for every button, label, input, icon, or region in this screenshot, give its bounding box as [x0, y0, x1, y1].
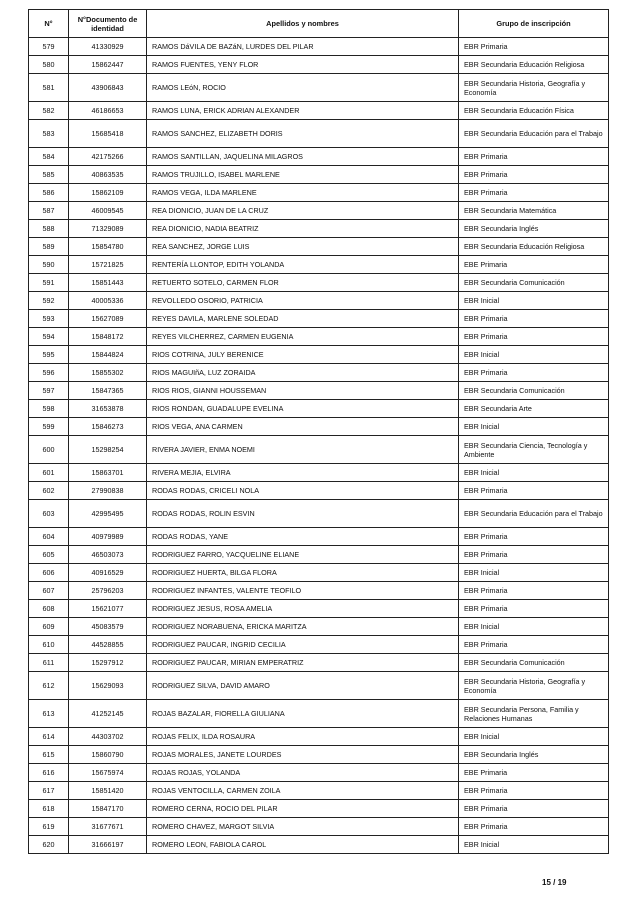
cell-group: EBR Secundaria Educación Física — [459, 102, 609, 120]
cell-document-id: 71329089 — [69, 220, 147, 238]
cell-number: 605 — [29, 546, 69, 564]
cell-group: EBR Secundaria Ciencia, Tecnología y Ambiente — [459, 436, 609, 464]
cell-number: 589 — [29, 238, 69, 256]
cell-number: 603 — [29, 500, 69, 528]
cell-group: EBR Primaria — [459, 482, 609, 500]
cell-group: EBR Secundaria Historia, Geografía y Economía — [459, 74, 609, 102]
cell-group: EBR Primaria — [459, 546, 609, 564]
cell-document-id: 15862109 — [69, 184, 147, 202]
cell-document-id: 15855302 — [69, 364, 147, 382]
cell-number: 606 — [29, 564, 69, 582]
cell-full-name: RAMOS DáVILA DE BAZáN, LURDES DEL PILAR — [147, 38, 459, 56]
cell-document-id: 15863701 — [69, 464, 147, 482]
cell-document-id: 15627089 — [69, 310, 147, 328]
cell-group: EBR Inicial — [459, 292, 609, 310]
table-row — [29, 700, 609, 728]
table-row — [29, 256, 609, 274]
cell-full-name: RODRIGUEZ INFANTES, VALENTE TEOFILO — [147, 582, 459, 600]
header-group: Grupo de inscripción — [459, 10, 609, 38]
cell-number: 619 — [29, 818, 69, 836]
cell-group: EBR Secundaria Persona, Familia y Relaciones Humanas — [459, 700, 609, 728]
cell-group: EBR Primaria — [459, 818, 609, 836]
cell-full-name: ROJAS ROJAS, YOLANDA — [147, 764, 459, 782]
table-row — [29, 764, 609, 782]
cell-group: EBR Inicial — [459, 418, 609, 436]
table-row — [29, 436, 609, 464]
table-row — [29, 56, 609, 74]
table-row — [29, 166, 609, 184]
cell-group: EBR Secundaria Comunicación — [459, 654, 609, 672]
cell-number: 612 — [29, 672, 69, 700]
cell-document-id: 15298254 — [69, 436, 147, 464]
cell-group: EBR Secundaria Historia, Geografía y Economía — [459, 672, 609, 700]
cell-number: 598 — [29, 400, 69, 418]
cell-group: EBR Primaria — [459, 636, 609, 654]
cell-full-name: REVOLLEDO OSORIO, PATRICIA — [147, 292, 459, 310]
cell-full-name: ROMERO CHAVEZ, MARGOT SILVIA — [147, 818, 459, 836]
cell-full-name: ROJAS BAZALAR, FIORELLA GIULIANA — [147, 700, 459, 728]
cell-full-name: REYES DAVILA, MARLENE SOLEDAD — [147, 310, 459, 328]
cell-full-name: RAMOS FUENTES, YENY FLOR — [147, 56, 459, 74]
cell-group: EBR Primaria — [459, 328, 609, 346]
table-row — [29, 728, 609, 746]
cell-full-name: RIOS COTRINA, JULY BERENICE — [147, 346, 459, 364]
table-row — [29, 328, 609, 346]
cell-document-id: 25796203 — [69, 582, 147, 600]
cell-number: 602 — [29, 482, 69, 500]
cell-number: 610 — [29, 636, 69, 654]
table-row — [29, 564, 609, 582]
cell-document-id: 15629093 — [69, 672, 147, 700]
table-row — [29, 654, 609, 672]
table-row — [29, 418, 609, 436]
cell-document-id: 15297912 — [69, 654, 147, 672]
table-row — [29, 38, 609, 56]
cell-full-name: REA SANCHEZ, JORGE LUIS — [147, 238, 459, 256]
cell-group: EBR Secundaria Inglés — [459, 220, 609, 238]
cell-group: EBR Secundaria Inglés — [459, 746, 609, 764]
cell-document-id: 15851443 — [69, 274, 147, 292]
cell-document-id: 15685418 — [69, 120, 147, 148]
table-row — [29, 400, 609, 418]
cell-number: 586 — [29, 184, 69, 202]
cell-number: 595 — [29, 346, 69, 364]
cell-number: 583 — [29, 120, 69, 148]
cell-number: 611 — [29, 654, 69, 672]
table-row — [29, 672, 609, 700]
cell-group: EBE Primaria — [459, 256, 609, 274]
cell-document-id: 15851420 — [69, 782, 147, 800]
table-row — [29, 184, 609, 202]
cell-group: EBR Primaria — [459, 600, 609, 618]
cell-number: 596 — [29, 364, 69, 382]
cell-document-id: 44528855 — [69, 636, 147, 654]
table-header-row — [29, 10, 609, 38]
cell-full-name: RIVERA MEJIA, ELVIRA — [147, 464, 459, 482]
cell-full-name: REA DIONICIO, NADIA BEATRIZ — [147, 220, 459, 238]
cell-document-id: 31666197 — [69, 836, 147, 854]
cell-group: EBR Primaria — [459, 310, 609, 328]
cell-document-id: 42995495 — [69, 500, 147, 528]
cell-full-name: RAMOS LEóN, ROCIO — [147, 74, 459, 102]
cell-full-name: RODAS RODAS, CRICELI NOLA — [147, 482, 459, 500]
cell-full-name: ROMERO LEON, FABIOLA CAROL — [147, 836, 459, 854]
cell-full-name: RAMOS VEGA, ILDA MARLENE — [147, 184, 459, 202]
cell-number: 604 — [29, 528, 69, 546]
cell-group: EBR Inicial — [459, 836, 609, 854]
table-row — [29, 618, 609, 636]
header-number: N° — [29, 10, 69, 38]
table-body — [29, 38, 609, 854]
cell-number: 584 — [29, 148, 69, 166]
cell-full-name: RAMOS SANCHEZ, ELIZABETH DORIS — [147, 120, 459, 148]
table-row — [29, 528, 609, 546]
cell-document-id: 15621077 — [69, 600, 147, 618]
cell-document-id: 45083579 — [69, 618, 147, 636]
cell-group: EBR Secundaria Educación para el Trabajo — [459, 120, 609, 148]
table-row — [29, 148, 609, 166]
table-row — [29, 120, 609, 148]
cell-full-name: RIVERA JAVIER, ENMA NOEMI — [147, 436, 459, 464]
cell-document-id: 46503073 — [69, 546, 147, 564]
cell-group: EBR Inicial — [459, 618, 609, 636]
cell-document-id: 40863535 — [69, 166, 147, 184]
cell-number: 613 — [29, 700, 69, 728]
cell-document-id: 40979989 — [69, 528, 147, 546]
table-row — [29, 292, 609, 310]
cell-group: EBR Primaria — [459, 148, 609, 166]
cell-number: 618 — [29, 800, 69, 818]
cell-full-name: RODRIGUEZ HUERTA, BILGA FLORA — [147, 564, 459, 582]
cell-number: 580 — [29, 56, 69, 74]
cell-full-name: RODRIGUEZ PAUCAR, INGRID CECILIA — [147, 636, 459, 654]
cell-full-name: RODRIGUEZ NORABUENA, ERICKA MARITZA — [147, 618, 459, 636]
cell-document-id: 15846273 — [69, 418, 147, 436]
page-number: 15 / 19 — [542, 878, 567, 887]
table-row — [29, 310, 609, 328]
table-row — [29, 746, 609, 764]
table-row — [29, 546, 609, 564]
cell-number: 585 — [29, 166, 69, 184]
table-row — [29, 364, 609, 382]
cell-full-name: RODRIGUEZ FARRO, YACQUELINE ELIANE — [147, 546, 459, 564]
cell-document-id: 15854780 — [69, 238, 147, 256]
table-row — [29, 600, 609, 618]
table-row — [29, 274, 609, 292]
cell-number: 582 — [29, 102, 69, 120]
header-full-name: Apellidos y nombres — [147, 10, 459, 38]
cell-number: 588 — [29, 220, 69, 238]
cell-document-id: 44303702 — [69, 728, 147, 746]
cell-full-name: REYES VILCHERREZ, CARMEN EUGENIA — [147, 328, 459, 346]
cell-number: 615 — [29, 746, 69, 764]
table-row — [29, 500, 609, 528]
cell-document-id: 15844824 — [69, 346, 147, 364]
cell-number: 601 — [29, 464, 69, 482]
cell-full-name: RIOS VEGA, ANA CARMEN — [147, 418, 459, 436]
cell-full-name: RODRIGUEZ SILVA, DAVID AMARO — [147, 672, 459, 700]
cell-number: 617 — [29, 782, 69, 800]
cell-number: 599 — [29, 418, 69, 436]
cell-full-name: RIOS RIOS, GIANNI HOUSSEMAN — [147, 382, 459, 400]
cell-full-name: RODRIGUEZ JESUS, ROSA AMELIA — [147, 600, 459, 618]
cell-full-name: RIOS MAGUIñA, LUZ ZORAIDA — [147, 364, 459, 382]
cell-number: 620 — [29, 836, 69, 854]
cell-document-id: 15848172 — [69, 328, 147, 346]
table-row — [29, 836, 609, 854]
cell-group: EBR Primaria — [459, 166, 609, 184]
cell-number: 594 — [29, 328, 69, 346]
cell-group: EBR Inicial — [459, 564, 609, 582]
cell-group: EBR Primaria — [459, 528, 609, 546]
cell-full-name: RODRIGUEZ PAUCAR, MIRIAN EMPERATRIZ — [147, 654, 459, 672]
cell-full-name: RENTERÍA LLONTOP, EDITH YOLANDA — [147, 256, 459, 274]
cell-document-id: 15862447 — [69, 56, 147, 74]
cell-full-name: ROJAS MORALES, JANETE LOURDES — [147, 746, 459, 764]
cell-document-id: 42175266 — [69, 148, 147, 166]
cell-group: EBE Primaria — [459, 764, 609, 782]
cell-number: 607 — [29, 582, 69, 600]
cell-group: EBR Primaria — [459, 582, 609, 600]
table-row — [29, 202, 609, 220]
table-row — [29, 582, 609, 600]
cell-full-name: RETUERTO SOTELO, CARMEN FLOR — [147, 274, 459, 292]
table-row — [29, 818, 609, 836]
cell-full-name: REA DIONICIO, JUAN DE LA CRUZ — [147, 202, 459, 220]
cell-number: 609 — [29, 618, 69, 636]
cell-group: EBR Primaria — [459, 38, 609, 56]
table-row — [29, 238, 609, 256]
cell-group: EBR Secundaria Comunicación — [459, 382, 609, 400]
cell-number: 590 — [29, 256, 69, 274]
cell-document-id: 46009545 — [69, 202, 147, 220]
cell-number: 614 — [29, 728, 69, 746]
cell-full-name: ROJAS FELIX, ILDA ROSAURA — [147, 728, 459, 746]
cell-full-name: ROMERO CERNA, ROCIO DEL PILAR — [147, 800, 459, 818]
cell-group: EBR Inicial — [459, 346, 609, 364]
cell-number: 591 — [29, 274, 69, 292]
cell-document-id: 40916529 — [69, 564, 147, 582]
cell-full-name: RAMOS SANTILLAN, JAQUELINA MILAGROS — [147, 148, 459, 166]
table-row — [29, 346, 609, 364]
cell-document-id: 40005336 — [69, 292, 147, 310]
table-row — [29, 800, 609, 818]
cell-document-id: 15675974 — [69, 764, 147, 782]
cell-number: 600 — [29, 436, 69, 464]
cell-group: EBR Primaria — [459, 782, 609, 800]
cell-document-id: 31677671 — [69, 818, 147, 836]
cell-group: EBR Secundaria Matemática — [459, 202, 609, 220]
cell-number: 597 — [29, 382, 69, 400]
cell-group: EBR Secundaria Comunicación — [459, 274, 609, 292]
cell-document-id: 15847170 — [69, 800, 147, 818]
cell-document-id: 15847365 — [69, 382, 147, 400]
cell-document-id: 27990838 — [69, 482, 147, 500]
cell-number: 608 — [29, 600, 69, 618]
header-document-id: N°Documento de identidad — [69, 10, 147, 38]
cell-full-name: RAMOS TRUJILLO, ISABEL MARLENE — [147, 166, 459, 184]
cell-document-id: 41252145 — [69, 700, 147, 728]
cell-number: 579 — [29, 38, 69, 56]
cell-full-name: RAMOS LUNA, ERICK ADRIAN ALEXANDER — [147, 102, 459, 120]
cell-document-id: 15721825 — [69, 256, 147, 274]
table-row — [29, 102, 609, 120]
cell-number: 616 — [29, 764, 69, 782]
cell-number: 587 — [29, 202, 69, 220]
cell-group: EBR Primaria — [459, 184, 609, 202]
table-row — [29, 782, 609, 800]
cell-group: EBR Primaria — [459, 364, 609, 382]
cell-document-id: 46186653 — [69, 102, 147, 120]
registrants-table — [28, 9, 609, 854]
table-row — [29, 464, 609, 482]
table-row — [29, 636, 609, 654]
cell-group: EBR Secundaria Educación para el Trabajo — [459, 500, 609, 528]
table-row — [29, 220, 609, 238]
cell-full-name: RODAS RODAS, YANE — [147, 528, 459, 546]
cell-group: EBR Primaria — [459, 800, 609, 818]
table-row — [29, 382, 609, 400]
cell-group: EBR Secundaria Arte — [459, 400, 609, 418]
cell-full-name: ROJAS VENTOCILLA, CARMEN ZOILA — [147, 782, 459, 800]
cell-document-id: 43906843 — [69, 74, 147, 102]
table-row — [29, 74, 609, 102]
cell-document-id: 31653878 — [69, 400, 147, 418]
cell-group: EBR Inicial — [459, 464, 609, 482]
cell-document-id: 41330929 — [69, 38, 147, 56]
cell-number: 592 — [29, 292, 69, 310]
cell-document-id: 15860790 — [69, 746, 147, 764]
cell-group: EBR Secundaria Educación Religiosa — [459, 238, 609, 256]
table-row — [29, 482, 609, 500]
cell-number: 593 — [29, 310, 69, 328]
cell-full-name: RIOS RONDAN, GUADALUPE EVELINA — [147, 400, 459, 418]
cell-full-name: RODAS RODAS, ROLIN ESVIN — [147, 500, 459, 528]
cell-group: EBR Secundaria Educación Religiosa — [459, 56, 609, 74]
cell-number: 581 — [29, 74, 69, 102]
cell-group: EBR Inicial — [459, 728, 609, 746]
